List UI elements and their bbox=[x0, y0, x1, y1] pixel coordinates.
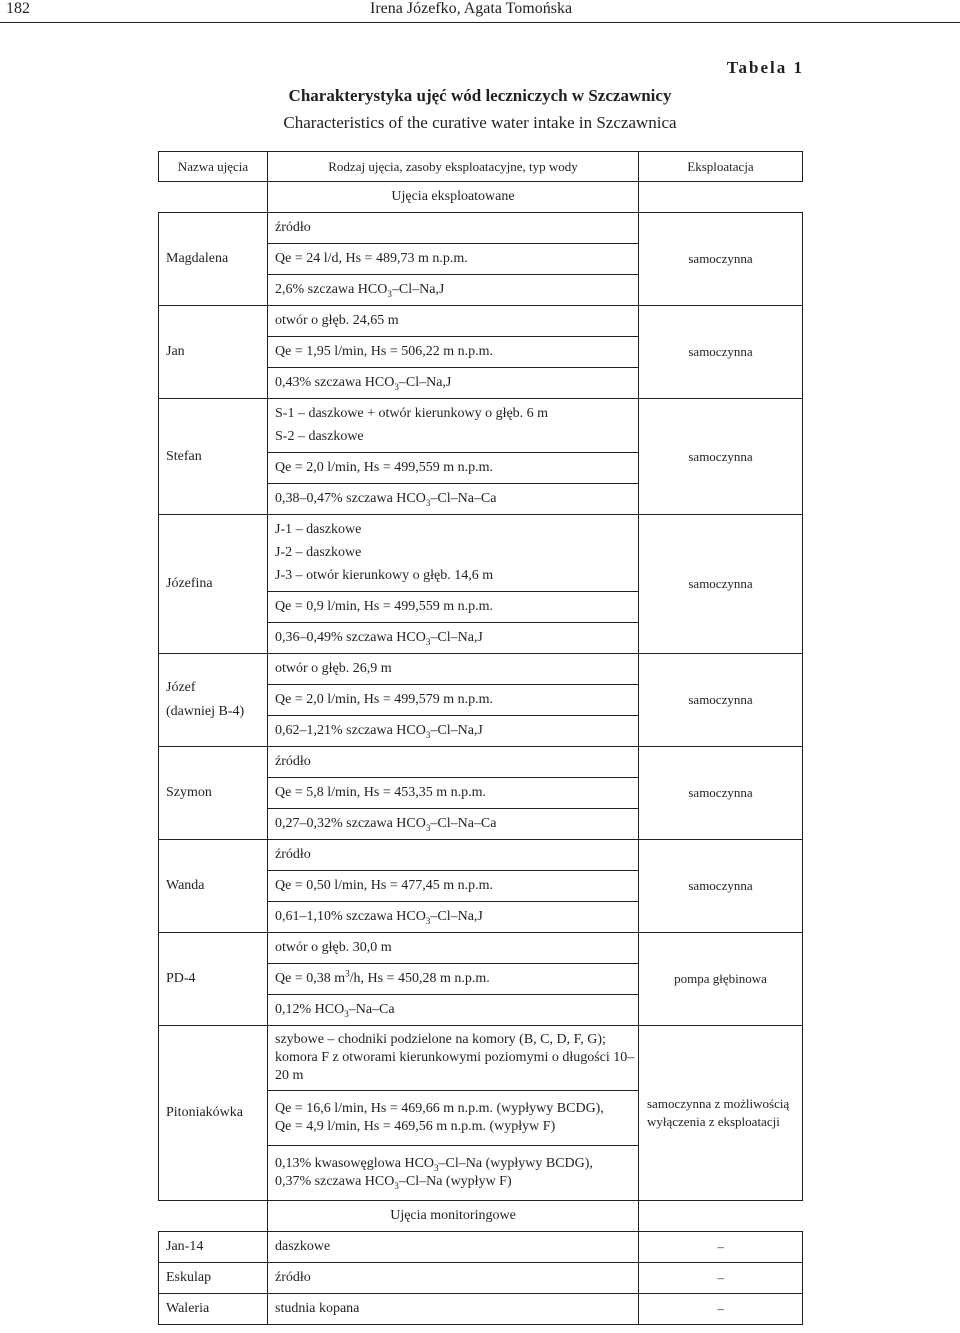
exploitation-value: samoczynna bbox=[639, 306, 803, 399]
intake-name: Józef (dawniej B-4) bbox=[159, 654, 268, 747]
intake-resources: Qe = 0,9 l/min, Hs = 499,559 m n.p.m. bbox=[268, 592, 639, 623]
water-type: 0,36–0,49% szczawa $HCO_3-Cl-Na,J$ bbox=[268, 623, 639, 654]
intake-type: otwór o głęb. 26,9 m bbox=[268, 654, 639, 685]
intake-name: Józefina bbox=[159, 515, 268, 654]
intake-type: źródło bbox=[268, 213, 639, 244]
intake-name: Magdalena bbox=[159, 213, 268, 306]
table-row bbox=[159, 1232, 803, 1263]
intake-name: Waleria bbox=[159, 1294, 268, 1325]
header-rule bbox=[0, 22, 960, 23]
intake-type: źródło bbox=[268, 747, 639, 778]
intake-name: Jan-14 bbox=[159, 1232, 268, 1263]
intake-type: otwór o głęb. 24,65 m bbox=[268, 306, 639, 337]
table-row bbox=[159, 515, 803, 592]
table-row bbox=[159, 1294, 803, 1325]
exploitation-value: samoczynna bbox=[639, 515, 803, 654]
intake-resources: Qe = 2,0 l/min, Hs = 499,579 m n.p.m. bbox=[268, 685, 639, 716]
column-header-exploitation: Eksploatacja bbox=[639, 152, 803, 182]
page-header bbox=[0, 0, 960, 24]
intake-type: źródło bbox=[268, 1263, 639, 1294]
intake-name: Stefan bbox=[159, 399, 268, 515]
exploitation-value: – bbox=[639, 1263, 803, 1294]
table-title-english: Characteristics of the curative water intake in Szczawnica bbox=[283, 113, 677, 132]
intake-type: J-1 – daszkowe J-2 – daszkowe J-3 – otwór kierunkowy o głęb. 14,6 m bbox=[268, 515, 639, 592]
intake-resources: Qe = 0,50 l/min, Hs = 477,45 m n.p.m. bbox=[268, 871, 639, 902]
water-type: 2,6% szczawa $HCO_3-Cl-Na,J$ bbox=[268, 275, 639, 306]
exploitation-value: samoczynna z możliwością wyłączenia z eksploatacji bbox=[639, 1026, 803, 1201]
water-type: 0,62–1,21% szczawa $HCO_3-Cl-Na,J$ bbox=[268, 716, 639, 747]
exploitation-value: samoczynna bbox=[639, 399, 803, 515]
exploitation-value: – bbox=[639, 1294, 803, 1325]
intake-type: daszkowe bbox=[268, 1232, 639, 1263]
page-number: 182 bbox=[6, 0, 30, 17]
intake-type: szybowe – chodniki podzielone na komory (B, C, D, F, G); komora F z otworami kierunkowymi poziomymi o długości 10–20 m bbox=[268, 1026, 639, 1091]
intake-resources: Qe = 24 l/d, Hs = 489,73 m n.p.m. bbox=[268, 244, 639, 275]
intake-resources: Qe = 5,8 l/min, Hs = 453,35 m n.p.m. bbox=[268, 778, 639, 809]
table-row bbox=[159, 306, 803, 337]
section-exploited: Ujęcia eksploatowane bbox=[268, 182, 639, 213]
intake-table bbox=[158, 151, 803, 1325]
section-monitoring: Ujęcia monitoringowe bbox=[268, 1201, 639, 1232]
table-title-polish: Charakterystyka ujęć wód leczniczych w Szczawnicy bbox=[288, 86, 672, 105]
intake-resources: Qe = 16,6 l/min, Hs = 469,66 m n.p.m. (wypływy BCDG), Qe = 4,9 l/min, Hs = 469,56 m n.p.m. (wypływ F) bbox=[268, 1091, 639, 1146]
water-type: 0,61–1,10% szczawa $HCO_3-Cl-Na,J$ bbox=[268, 902, 639, 933]
intake-type: źródło bbox=[268, 840, 639, 871]
table-row bbox=[159, 840, 803, 871]
table-row bbox=[159, 399, 803, 453]
exploitation-value: samoczynna bbox=[639, 840, 803, 933]
table-row bbox=[159, 213, 803, 244]
intake-type: otwór o głęb. 30,0 m bbox=[268, 933, 639, 964]
intake-name: Jan bbox=[159, 306, 268, 399]
exploitation-value: pompa głębinowa bbox=[639, 933, 803, 1026]
column-header-name: Nazwa ujęcia bbox=[159, 152, 268, 182]
intake-name: Eskulap bbox=[159, 1263, 268, 1294]
intake-resources: Qe = 2,0 l/min, Hs = 499,559 m n.p.m. bbox=[268, 453, 639, 484]
water-type: 0,43% szczawa $HCO_3-Cl-Na,J$ bbox=[268, 368, 639, 399]
table-row bbox=[159, 747, 803, 778]
water-type: 0,27–0,32% szczawa $HCO_3-Cl-Na-Ca$ bbox=[268, 809, 639, 840]
table-row bbox=[159, 933, 803, 964]
exploitation-value: samoczynna bbox=[639, 747, 803, 840]
intake-name: PD-4 bbox=[159, 933, 268, 1026]
water-type: 0,13% kwasowęglowa $HCO_3-Cl-Na$ (wypływy BCDG), 0,37% szczawa $HCO_3-Cl-Na$ (wypływ F) bbox=[268, 1146, 639, 1201]
table-header-row bbox=[159, 152, 803, 182]
section-row bbox=[159, 1201, 803, 1232]
table-label: Tabela 1 bbox=[726, 58, 804, 77]
exploitation-value: – bbox=[639, 1232, 803, 1263]
intake-resources: Qe = 0,38 $m^3/h$, Hs = 450,28 m n.p.m. bbox=[268, 964, 639, 995]
intake-name: Szymon bbox=[159, 747, 268, 840]
intake-name: Pitoniakówka bbox=[159, 1026, 268, 1201]
table-row bbox=[159, 1026, 803, 1091]
intake-type: S-1 – daszkowe + otwór kierunkowy o głęb. 6 m S-2 – daszkowe bbox=[268, 399, 639, 453]
table-row bbox=[159, 654, 803, 685]
section-row bbox=[159, 182, 803, 213]
running-head-authors: Irena Józefko, Agata Tomońska bbox=[370, 0, 573, 17]
water-type: 0,12% $HCO_3-Na-Ca$ bbox=[268, 995, 639, 1026]
column-header-type: Rodzaj ujęcia, zasoby eksploatacyjne, typ wody bbox=[268, 152, 639, 182]
table-row bbox=[159, 1263, 803, 1294]
intake-name: Wanda bbox=[159, 840, 268, 933]
water-type: 0,38–0,47% szczawa $HCO_3-Cl-Na-Ca$ bbox=[268, 484, 639, 515]
exploitation-value: samoczynna bbox=[639, 654, 803, 747]
intake-type: studnia kopana bbox=[268, 1294, 639, 1325]
exploitation-value: samoczynna bbox=[639, 213, 803, 306]
intake-resources: Qe = 1,95 l/min, Hs = 506,22 m n.p.m. bbox=[268, 337, 639, 368]
